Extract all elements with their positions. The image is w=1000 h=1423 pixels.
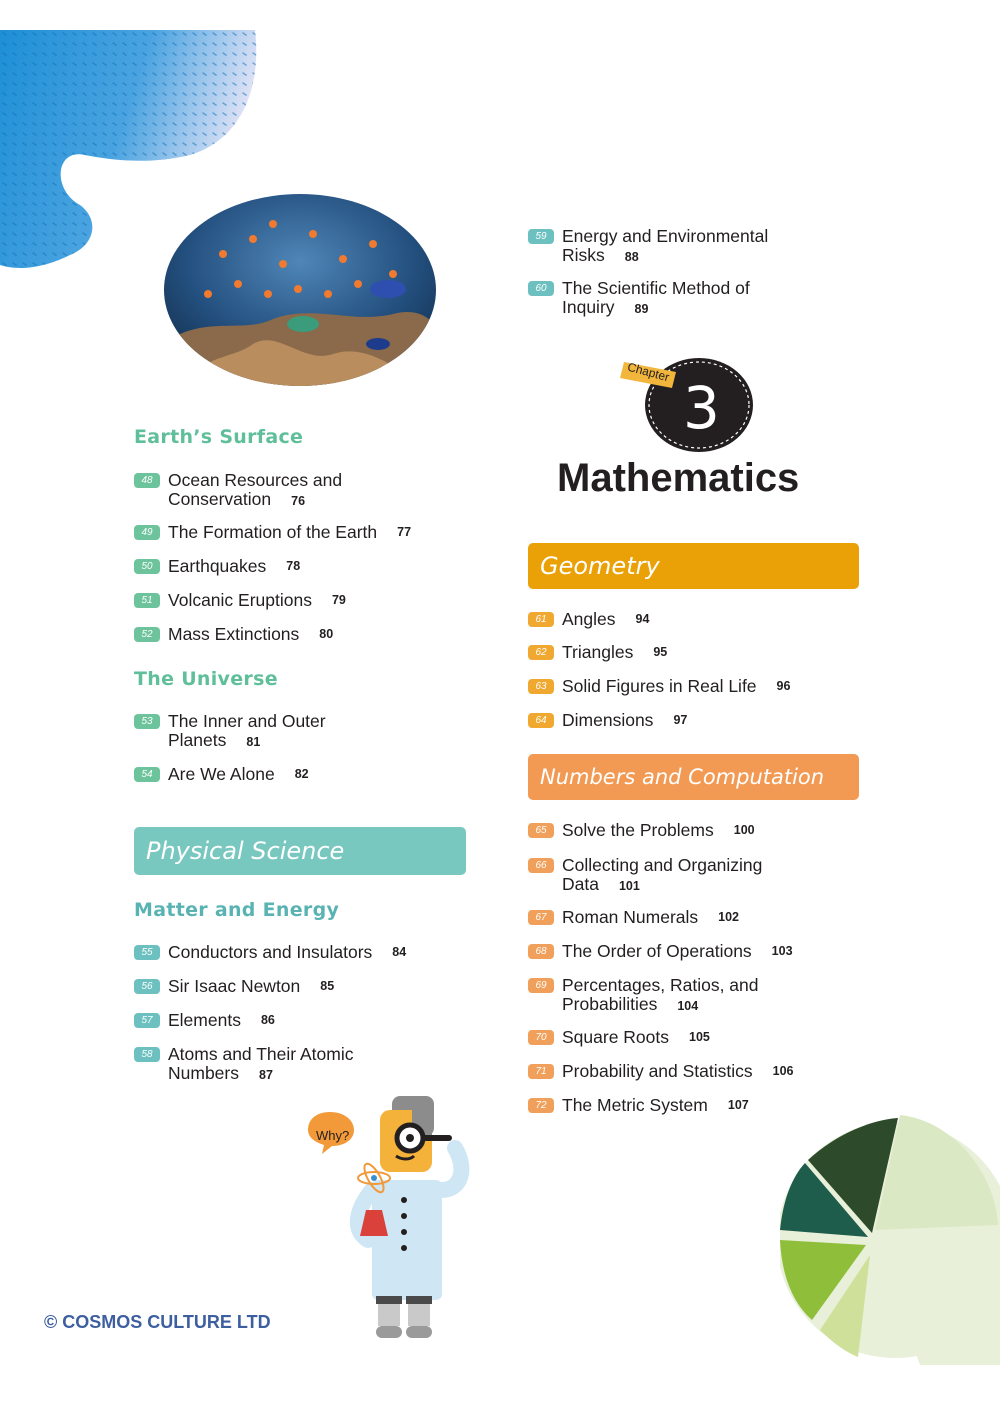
toc-entry[interactable] xyxy=(134,765,309,784)
speech-bubble-text: Why? xyxy=(316,1128,350,1143)
lesson-number-badge: 68 xyxy=(528,944,554,959)
unit-banner-geometry: Geometry xyxy=(528,543,859,589)
toc-entry[interactable] xyxy=(134,1045,353,1085)
lesson-title: Dimensions xyxy=(562,710,654,730)
toc-entry[interactable] xyxy=(528,976,759,1016)
lesson-title-cont: Probabilities xyxy=(562,994,658,1014)
toc-entry[interactable] xyxy=(528,279,750,319)
toc-entry[interactable] xyxy=(134,943,406,962)
toc-entry[interactable] xyxy=(134,977,334,996)
lesson-title: Atoms and Their Atomic xyxy=(168,1044,354,1064)
toc-entry[interactable] xyxy=(528,908,739,927)
lesson-title: The Inner and Outer xyxy=(168,711,326,731)
lesson-title: Sir Isaac Newton xyxy=(168,976,301,996)
lesson-title: Energy and Environmental xyxy=(562,226,769,246)
toc-entry[interactable] xyxy=(528,821,755,840)
lesson-title: The Metric System xyxy=(562,1095,708,1115)
lesson-title: Are We Alone xyxy=(168,764,275,784)
lesson-number-badge: 72 xyxy=(528,1098,554,1113)
lesson-title-cont: Conservation xyxy=(168,489,272,509)
lesson-number-badge: 69 xyxy=(528,978,554,993)
lesson-title: Roman Numerals xyxy=(562,907,699,927)
page-number: 89 xyxy=(634,302,649,316)
lesson-title-cont: Planets xyxy=(168,730,227,750)
page-number: 85 xyxy=(320,979,335,993)
toc-entry[interactable] xyxy=(528,610,649,629)
page-number: 86 xyxy=(260,1013,275,1027)
lesson-title-cont: Data xyxy=(562,874,599,894)
toc-entry[interactable] xyxy=(528,1096,749,1115)
lesson-title-cont: Numbers xyxy=(168,1063,239,1083)
page-number: 80 xyxy=(319,627,334,641)
lesson-number-badge: 49 xyxy=(134,525,160,540)
page-number: 103 xyxy=(771,944,793,958)
page-number: 102 xyxy=(718,910,740,924)
lesson-number-badge: 66 xyxy=(528,858,554,873)
toc-entry[interactable] xyxy=(134,712,326,752)
toc-entry[interactable] xyxy=(528,677,790,696)
page-number: 77 xyxy=(397,525,412,539)
toc-entry[interactable] xyxy=(528,227,768,267)
lesson-title: The Order of Operations xyxy=(562,941,752,961)
section-heading-earths-surface: Earth’s Surface xyxy=(134,426,304,448)
lesson-title: Earthquakes xyxy=(168,556,267,576)
toc-entry[interactable] xyxy=(134,471,342,511)
lesson-number-badge: 64 xyxy=(528,713,554,728)
toc-entry[interactable] xyxy=(134,557,300,576)
chapter-label: Chapter xyxy=(625,359,671,385)
page-number: 79 xyxy=(331,593,346,607)
page-number: 76 xyxy=(291,494,306,508)
copyright-notice: © COSMOS CULTURE LTD xyxy=(44,1312,271,1332)
page-number: 87 xyxy=(259,1068,273,1082)
toc-entry[interactable] xyxy=(528,643,667,662)
lesson-title: Square Roots xyxy=(562,1027,670,1047)
lesson-title-cont: Risks xyxy=(562,245,605,265)
page-number: 96 xyxy=(776,679,791,693)
lesson-number-badge: 58 xyxy=(134,1047,160,1062)
lesson-number-badge: 51 xyxy=(134,593,160,608)
lesson-number-badge: 71 xyxy=(528,1064,554,1079)
lesson-number-badge: 54 xyxy=(134,767,160,782)
lesson-title: Volcanic Eruptions xyxy=(168,590,312,610)
toc-entry[interactable] xyxy=(134,523,411,542)
page-number: 106 xyxy=(772,1064,794,1078)
unit-banner-numbers-and-computation: Numbers and Computation xyxy=(528,754,859,800)
toc-entry[interactable] xyxy=(528,1062,794,1081)
page-number: 97 xyxy=(673,713,688,727)
lesson-number-badge: 70 xyxy=(528,1030,554,1045)
lesson-title: Triangles xyxy=(562,642,634,662)
toc-entry[interactable] xyxy=(528,856,762,896)
lesson-number-badge: 53 xyxy=(134,714,160,729)
lesson-title: Mass Extinctions xyxy=(168,624,300,644)
page-number: 105 xyxy=(689,1030,710,1044)
toc-entry[interactable] xyxy=(528,711,687,730)
page-number: 107 xyxy=(727,1098,749,1112)
section-heading-the-universe: The Universe xyxy=(134,668,278,690)
lesson-number-badge: 59 xyxy=(528,229,554,244)
lesson-number-badge: 52 xyxy=(134,627,160,642)
page-number: 101 xyxy=(618,879,640,893)
lesson-number-badge: 56 xyxy=(134,979,160,994)
lesson-title: Percentages, Ratios, and xyxy=(562,975,759,995)
page-number: 94 xyxy=(635,612,650,626)
lesson-number-badge: 61 xyxy=(528,612,554,627)
lesson-number-badge: 55 xyxy=(134,945,160,960)
toc-entry[interactable] xyxy=(528,1028,710,1047)
chapter-number: 3 xyxy=(683,374,720,442)
decorative-pie-graphic xyxy=(780,1115,1000,1365)
lesson-title: The Formation of the Earth xyxy=(168,522,378,542)
lesson-title: Solve the Problems xyxy=(562,820,714,840)
lesson-number-badge: 62 xyxy=(528,645,554,660)
lesson-title: The Scientific Method of xyxy=(562,278,750,298)
lesson-number-badge: 48 xyxy=(134,473,160,488)
subject-title: Mathematics xyxy=(557,456,800,500)
lesson-title-cont: Inquiry xyxy=(562,297,615,317)
lesson-title: Angles xyxy=(562,609,616,629)
section-heading-matter-and-energy: Matter and Energy xyxy=(134,899,340,921)
lesson-title: Elements xyxy=(168,1010,241,1030)
lesson-title: Ocean Resources and xyxy=(168,470,343,490)
lesson-title: Probability and Statistics xyxy=(562,1061,753,1081)
toc-entry[interactable] xyxy=(134,1011,275,1030)
lesson-number-badge: 63 xyxy=(528,679,554,694)
lesson-number-badge: 65 xyxy=(528,823,554,838)
toc-entry[interactable] xyxy=(528,942,793,961)
page-number: 81 xyxy=(246,735,261,749)
lesson-number-badge: 60 xyxy=(528,281,554,296)
lesson-number-badge: 57 xyxy=(134,1013,160,1028)
coral-reef-image xyxy=(163,194,437,387)
page-number: 82 xyxy=(294,767,309,781)
toc-entry[interactable] xyxy=(134,625,333,644)
unit-banner-physical-science: Physical Science xyxy=(134,827,466,875)
toc-entry[interactable] xyxy=(134,591,346,610)
lesson-number-badge: 67 xyxy=(528,910,554,925)
page-number: 88 xyxy=(624,250,639,264)
lesson-title: Collecting and Organizing xyxy=(562,855,763,875)
page-number: 78 xyxy=(286,559,301,573)
page-number: 95 xyxy=(653,645,668,659)
page-number: 104 xyxy=(677,999,699,1013)
lesson-number-badge: 50 xyxy=(134,559,160,574)
lesson-title: Conductors and Insulators xyxy=(168,942,373,962)
lesson-title: Solid Figures in Real Life xyxy=(562,676,757,696)
page-number: 100 xyxy=(733,823,755,837)
page-number: 84 xyxy=(392,945,407,959)
